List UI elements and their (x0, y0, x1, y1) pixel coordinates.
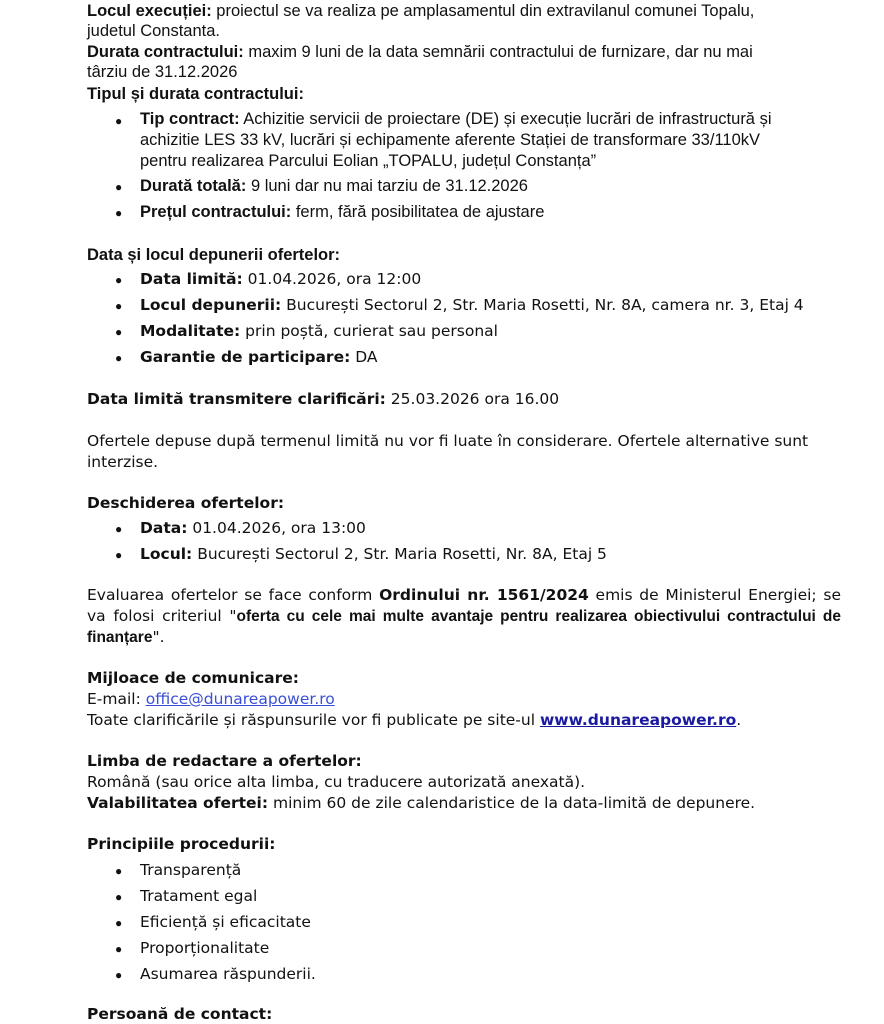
valabilitate-line: Valabilitatea ofertei: minim 60 de zile calendaristice de la data-limită de depunere. (87, 794, 756, 812)
tip-contract-line3: pentru realizarea Parcului Eolian „TOPALU, județul Constanța” (140, 152, 597, 170)
principiu-item: Proporționalitate (140, 939, 270, 957)
principiu-item: Eficiență și eficacitate (140, 913, 311, 931)
durata-totala: Durată totală: 9 luni dar nu mai tarziu de 31.12.2026 (140, 177, 528, 195)
principii-heading: Principiile procedurii: (87, 835, 276, 853)
principiu-item: Asumarea răspunderii. (140, 965, 316, 983)
bullet-icon: ● (115, 916, 123, 930)
bullet-icon: ● (115, 299, 123, 313)
garantie-participare: Garantie de participare: DA (140, 348, 378, 366)
deschidere-data: Data: 01.04.2026, ora 13:00 (140, 519, 366, 537)
limba-text: Română (sau orice alta limba, cu traducere autorizată anexată). (87, 773, 586, 791)
bullet-icon: ● (115, 864, 123, 878)
evaluare-paragraph: Evaluarea ofertelor se face conform Ordinului nr. 1561/2024 emis de Ministerul Energiei; se va folosi criteriul "oferta cu cele mai multe avantaje pentru realizarea obiectivului contractului de finanțare". (87, 586, 841, 646)
bullet-icon: ● (115, 968, 123, 982)
oferte-note-line1: Ofertele depuse după termenul limită nu vor fi luate în considerare. Ofertele alternative sunt (87, 432, 809, 450)
clarificari-line: Data limită transmitere clarificări: 25.03.2026 ora 16.00 (87, 390, 560, 408)
bullet-icon: ● (115, 273, 123, 287)
email-link[interactable]: office@dunareapower.ro (145, 690, 335, 708)
bullet-icon: ● (115, 206, 123, 220)
email-line: E-mail: office@dunareapower.ro (87, 690, 335, 708)
site-line: Toate clarificările și răspunsurile vor fi publicate pe site-ul www.dunareapower.ro. (87, 711, 742, 729)
data-limita: Data limită: 01.04.2026, ora 12:00 (140, 270, 422, 288)
comunicare-heading: Mijloace de comunicare: (87, 669, 299, 687)
locul-depunerii: Locul depunerii: București Sectorul 2, Str. Maria Rosetti, Nr. 8A, camera nr. 3, Etaj 4 (140, 296, 804, 314)
tip-contract-line1: Tip contract: Achizitie servicii de proiectare (DE) și execuție lucrări de infrastructură și (140, 110, 772, 128)
bullet-icon: ● (115, 325, 123, 339)
tipul-durata-heading: Tipul și durata contractului: (87, 85, 304, 103)
durata-contractului-line1: Durata contractului: maxim 9 luni de la data semnării contractului de furnizare, dar nu mai (87, 43, 753, 61)
modalitate: Modalitate: prin poștă, curierat sau personal (140, 322, 498, 340)
bullet-icon: ● (115, 890, 123, 904)
oferte-note-line2: interzise. (87, 453, 159, 471)
principiu-item: Transparență (140, 861, 242, 879)
contact-heading: Persoană de contact: (87, 1005, 273, 1023)
principiu-item: Tratament egal (140, 887, 258, 905)
deschidere-locul: Locul: București Sectorul 2, Str. Maria Rosetti, Nr. 8A, Etaj 5 (140, 545, 607, 563)
locul-executiei-label: Locul execuției: (87, 2, 212, 20)
pretul-contractului: Prețul contractului: ferm, fără posibilitatea de ajustare (140, 203, 545, 221)
depunere-heading: Data și locul depunerii ofertelor: (87, 246, 341, 264)
bullet-icon: ● (115, 180, 123, 194)
locul-executiei-line1: Locul execuției: proiectul se va realiza pe amplasamentul din extravilanul comunei Topalu, (87, 2, 755, 20)
website-link[interactable]: www.dunareapower.ro (539, 711, 737, 729)
bullet-icon: ● (115, 522, 123, 536)
bullet-icon: ● (115, 351, 123, 365)
tip-contract-line2: achizitie LES 33 kV, lucrări și echipamente aferente Stației de transformare 33/110kV (140, 131, 761, 149)
bullet-icon: ● (115, 114, 123, 128)
durata-contractului-label: Durata contractului: (87, 43, 244, 61)
bullet-icon: ● (115, 942, 123, 956)
durata-contractului-line2: târziu de 31.12.2026 (87, 63, 238, 81)
locul-executiei-line2: judetul Constanta. (87, 22, 221, 40)
limba-heading: Limba de redactare a ofertelor: (87, 752, 362, 770)
bullet-icon: ● (115, 548, 123, 562)
deschidere-heading: Deschiderea ofertelor: (87, 494, 285, 512)
